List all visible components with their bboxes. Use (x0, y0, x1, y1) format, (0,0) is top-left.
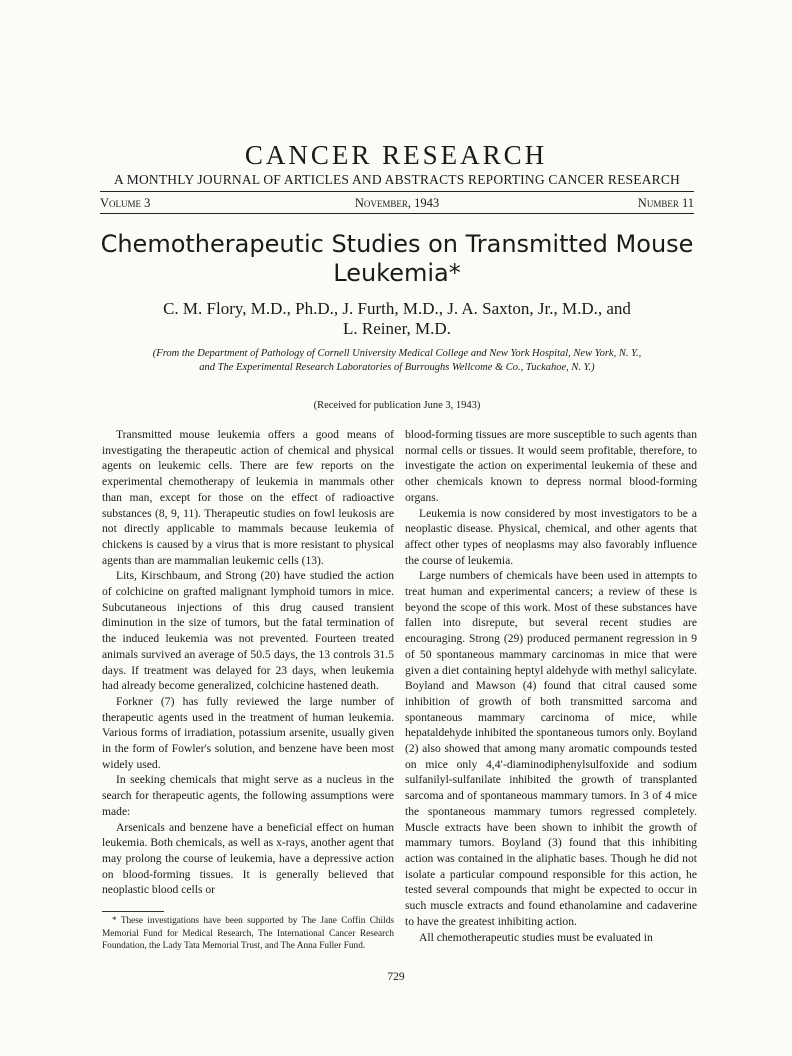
left-column (102, 427, 394, 898)
page-number: 729 (387, 971, 405, 983)
volume-label: Volume 3 (100, 196, 151, 210)
article-title-line1: Chemotherapeutic Studies on Transmitted Mouse (100, 230, 694, 258)
paragraph: Forkner (7) has fully reviewed the large number of therapeutic agents used in the treatment of human leukemia. Various forms of irradiation, potassium arsenite, usually given in the form of Fowler's solution, and benzene have been most widely used. (102, 694, 394, 771)
paragraph: Lits, Kirschbaum, and Strong (20) have studied the action of colchicine on grafted malignant lymphoid tumors in mice. Subcutaneous injections of this drug caused transient diminution in the size of tumors, but the fatal termination of the induced leukemia was not prevented. Fourteen treated animals survived an average of 50.5 days, the 13 controls 31.5 days. If treatment was delayed for 23 days, when leukemia had already become generalized, colchicine hastened death. (102, 569, 394, 693)
header-rule-bottom (100, 213, 694, 214)
right-column (405, 427, 697, 945)
article-title-line2: Leukemia* (333, 259, 461, 287)
authors-line1: C. M. Flory, M.D., Ph.D., J. Furth, M.D., J. A. Saxton, Jr., M.D., and (163, 299, 631, 318)
paragraph: In seeking chemicals that might serve as a nucleus in the search for therapeutic agents, the following assumptions were made: (102, 773, 394, 818)
journal-subtitle: A MONTHLY JOURNAL OF ARTICLES AND ABSTRACTS REPORTING CANCER RESEARCH (113, 172, 680, 187)
issue-date: November, 1943 (354, 196, 440, 210)
article-title (100, 230, 694, 288)
authors-line2: L. Reiner, M.D. (343, 319, 451, 338)
footnote: * These investigations have been supported by The Jane Coffin Childs Memorial Fund for Medical Research, The International Cancer Research Foundation, the Lady Tata Memorial Trust, and The Anna Fuller Fund. (102, 916, 394, 951)
paragraph: Transmitted mouse leukemia offers a good means of investigating the therapeutic action of chemical and physical agents on leukemic cells. There are few reports on the experimental chemotherapy of leukemia in mammals other than man, except for those on the effect of radioactive substances (8, 9, 11). Therapeutic studies on fowl leukosis are not directly applicable to mammals because leukemia of chickens is caused by a virus that is more resistant to physical agents than are mammalian leukemic cells (13). (102, 428, 394, 567)
issue-number: Number 11 (637, 196, 694, 210)
journal-title: CANCER RESEARCH (244, 140, 548, 170)
header-rule-top (100, 191, 694, 192)
paragraph: Arsenicals and benzene have a beneficial effect on human leukemia. Both chemicals, as well as x-rays, another agent that may prolong the course of leukemia, have a depressive action on blood-forming tissues. It is generally believed that neoplastic blood cells or (102, 820, 394, 897)
affiliation: (From the Department of Pathology of Cornell University Medical College and New York Hospital, New York, N. Y., and The Experimental Research Laboratories of Burroughs Wellcome & Co., Tuckahoe, N. Y.) (152, 348, 642, 373)
paragraph: All chemotherapeutic studies must be evaluated in (419, 930, 653, 944)
paragraph: blood-forming tissues are more susceptible to such agents than normal cells or tissues. It would seem profitable, therefore, to investigate the action on experimental leukemia of these and other chemicals known to depress normal blood-forming organs. (405, 428, 697, 504)
paragraph: Leukemia is now considered by most investigators to be a neoplastic disease. Physical, chemical, and other agents that affect other types of neoplasms may also favorably influence the course of leukemia. (405, 506, 697, 567)
received-date: (Received for publication June 3, 1943) (313, 400, 481, 411)
footnote-rule (102, 911, 164, 912)
paragraph: Large numbers of chemicals have been used in attempts to treat human and experimental cancers; a review of these is beyond the scope of this work. Most of these substances have fallen into disrepute, but several recent studies are encouraging. Strong (29) produced permanent regression in 9 of 50 spontaneous mammary carcinomas in mice that were given a diet containing heptyl aldehyde with methyl salicylate. Boyland and Mawson (4) found that citral caused some inhibition of growth of both transmitted sarcoma and spontaneous mammary carcinoma of mice, while hepataldehyde inhibited the spontaneous tumors only. Boyland (2) also showed that among many aromatic compounds tested on mice only 4,4′-diaminodiphenylsulfoxide and sodium sulfanilyl-sulfanilate inhibited the growth of transplanted sarcoma and of spontaneous mammary tumors. In 3 of 4 mice the spontaneous mammary tumors regressed completely. Muscle extracts have been shown to inhibit the growth of mammary tumors. Boyland (3) found that this inhibiting action was contained in the aliphatic bases. Though he did not isolate a particular compound responsible for this action, he tested several compounds that might be expected to occur in such muscle extracts and found ethanolamine and cadaverine to have the greatest inhibiting action. (405, 569, 697, 928)
author-list (100, 299, 694, 339)
